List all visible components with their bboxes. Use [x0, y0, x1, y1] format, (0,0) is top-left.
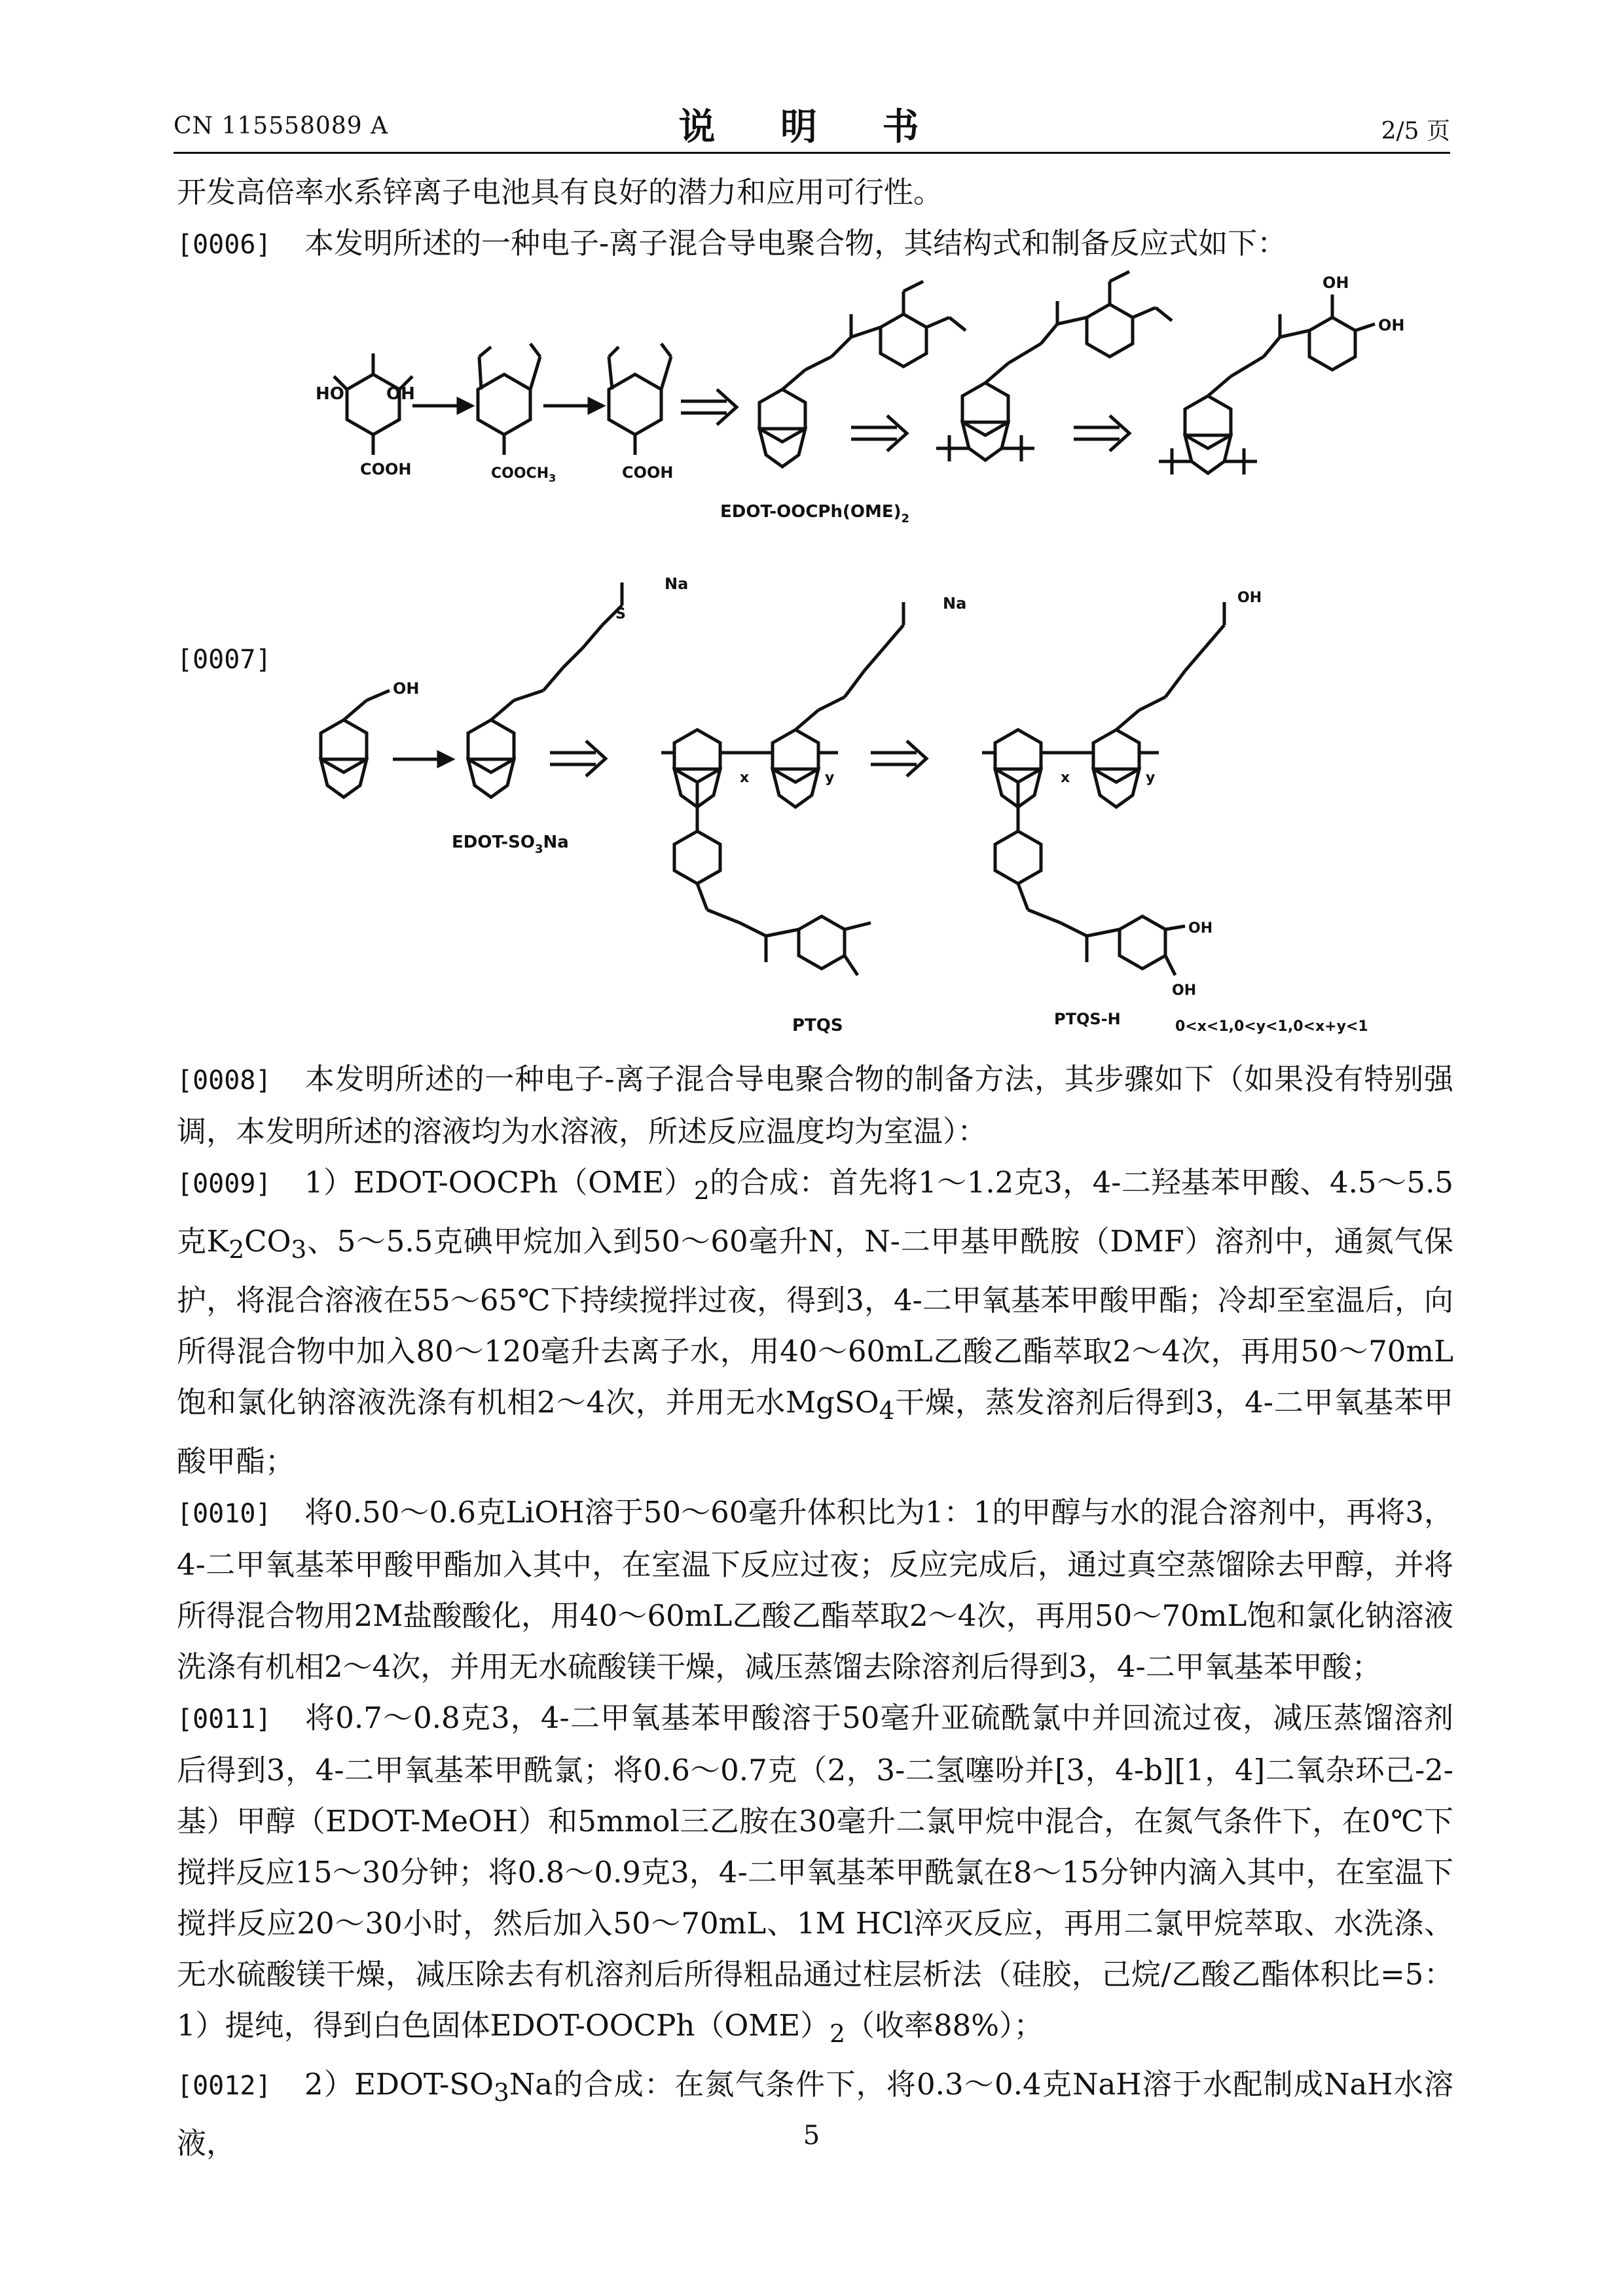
- paragraph-number: [0009]: [177, 1169, 272, 1199]
- double-arrow: [871, 741, 926, 776]
- label-x-2: x: [1061, 770, 1070, 786]
- label-ptqs: PTQS: [792, 1016, 843, 1035]
- benzene-ring: [478, 344, 540, 455]
- copolymer-ptqs-h: [982, 602, 1224, 975]
- subscript: 2: [830, 2019, 846, 2048]
- label-x-1: x: [740, 770, 750, 786]
- paragraph-text: 本发明所述的一种电子-离子混合导电聚合物，其结构式和制备反应式如下：: [304, 226, 1287, 260]
- paragraph-text: 、5～5.5克碘甲烷加入到50～60毫升N，N-二甲基甲酰胺（DMF）溶剂中，通氮气保护，将混合溶液在55～65℃下持续搅拌过夜，得到3，4-二甲氧基苯甲酸甲酯；冷却至室温后，向所得混合物中加入80～120毫升去离子水，用40～60mL乙酸乙酯萃取2～4次，再用50～70mL饱和氯化钠溶液洗涤有机相2～4次，并用无水MgSO: [177, 1224, 1453, 1420]
- polymer-pedot-ome: [936, 272, 1172, 461]
- polymer-pedot-catechol: [1159, 295, 1375, 475]
- label-edot-oocph: [720, 502, 909, 526]
- copolymer-ptqs: [661, 602, 903, 975]
- benzene-ring: [334, 353, 412, 455]
- paragraph-text: 将0.50～0.6克LiOH溶于50～60毫升体积比为1：1的甲醇与水的混合溶剂中，再将3，4-二甲氧基苯甲酸甲酯加入其中，在室温下反应过夜；反应完成后，通过真空蒸馏除去甲醇，并将所得混合物用2M盐酸酸化，用40～60mL乙酸乙酯萃取2～4次，再用50～70mL饱和氯化钠溶液洗涤有机相2～4次，并用无水硫酸镁干燥，减压蒸馏去除溶剂后得到3，4-二甲氧基苯甲酸；: [177, 1495, 1453, 1684]
- label-oh: OH: [386, 384, 415, 404]
- label-ptqs-h: PTQS-H: [1054, 1010, 1121, 1028]
- double-arrow: [851, 416, 907, 451]
- paragraph-text: Na的合成：在氮气条件下，将0.3～0.4克NaH溶于水配制成NaH水溶液，: [177, 2067, 1453, 2161]
- label-oh-top: OH: [1237, 590, 1262, 606]
- subscript: 3: [291, 1235, 307, 1264]
- intro-block: [177, 167, 1453, 270]
- label-oh-d: OH: [1172, 982, 1197, 999]
- paragraph-0012: [177, 2059, 1453, 2169]
- subscript: 2: [228, 1235, 245, 1264]
- label-edot-oocph-main: EDOT-OOCPh(OME): [720, 502, 902, 522]
- page-indicator: 2/5 页: [1381, 118, 1450, 145]
- paragraph-text: CO: [244, 1224, 291, 1259]
- paragraph-text: 1）EDOT-OOCPh（OME）: [304, 1165, 694, 1200]
- reaction-scheme-2: [295, 556, 1473, 1054]
- label-edot-oocph-sub: 2: [901, 512, 910, 526]
- continuation-text: 开发高倍率水系锌离子电池具有良好的潜力和应用可行性。: [177, 175, 943, 209]
- double-arrow: [550, 741, 606, 776]
- patent-number: CN 115558089 A: [173, 113, 389, 139]
- edot-meoh: [321, 691, 390, 797]
- paragraph-0011: [177, 1693, 1453, 2059]
- label-na-1: Na: [665, 575, 689, 593]
- subscript: 3: [494, 2078, 509, 2107]
- double-arrow: [1074, 416, 1129, 451]
- paragraph-text: 干燥，蒸发溶剂后得到3，4-二甲氧基苯甲酸甲酯；: [177, 1385, 1453, 1479]
- label-so3: S: [615, 606, 626, 622]
- page-number: 5: [803, 2121, 820, 2151]
- paragraph-number: [0006]: [177, 230, 272, 260]
- double-arrow: [681, 389, 737, 425]
- subscript: 4: [879, 1396, 895, 1425]
- paragraph-text: （收率88%）；: [845, 2008, 1044, 2043]
- label-cooch3: [491, 465, 556, 484]
- benzene-ring: [609, 344, 671, 455]
- label-oh-a: OH: [1322, 274, 1349, 292]
- label-cooh: COOH: [360, 460, 412, 478]
- paragraph-number-0007: [0007]: [177, 645, 272, 675]
- page-header: [173, 98, 1450, 151]
- paragraph-text: 将0.7～0.8克3，4-二甲氧基苯甲酸溶于50毫升亚硫酰氯中并回流过夜，减压蒸馏溶剂后得到3，4-二甲氧基苯甲酰氯；将0.6～0.7克（2，3-二氢噻吩并[3，4-b][1，4]二氧杂环己-2-基）甲醇（EDOT-MeOH）和5mmol三乙胺在30毫升二氯甲烷中混合，在氮气条件下，在0℃下搅拌反应15～30分钟；将0.8～0.9克3，4-二甲氧基苯甲酰氯在8～15分钟内滴入其中，在室温下搅拌反应20～30小时，然后加入50～70mL、1M HCl淬灭反应，再用二氯甲烷萃取、水洗涤、无水硫酸镁干燥，减压除去有机溶剂后所得粗品通过柱层析法（硅胶，己烷/乙酸乙酯体积比=5：1）提纯，得到白色固体EDOT-OOCPh（OME）: [177, 1700, 1453, 2043]
- paragraph-text: 2）EDOT-SO: [304, 2067, 494, 2102]
- paragraph-number: [0008]: [177, 1066, 272, 1096]
- paragraph-0008: [177, 1054, 1453, 1157]
- label-edot-so3na-end: Na: [543, 833, 569, 852]
- label-oh-edot: OH: [393, 679, 420, 698]
- label-edot-so3na: [452, 833, 569, 856]
- label-cooch3-sub: 3: [549, 472, 556, 484]
- paragraph-number: [0011]: [177, 1704, 272, 1734]
- paragraph-text: 本发明所述的一种电子-离子混合导电聚合物的制备方法，其步骤如下（如果没有特别强调，本发明所述的溶液均为水溶液，所述反应温度均为室温）：: [177, 1062, 1453, 1149]
- paragraph-number: [0010]: [177, 1499, 272, 1529]
- paragraph-text: 的合成：首先将1～1.2克3，4-二羟基苯甲酸、4.5～5.5克K: [177, 1165, 1454, 1259]
- paragraph-number: [0012]: [177, 2071, 272, 2101]
- label-oh-b: OH: [1378, 316, 1405, 334]
- label-ho: HO: [316, 384, 344, 404]
- body-text: [177, 1054, 1453, 2169]
- label-y-2: y: [1146, 770, 1156, 786]
- document-title: 说 明 书: [678, 105, 945, 149]
- label-y-1: y: [825, 770, 835, 786]
- label-na-2: Na: [943, 594, 967, 613]
- label-edot-so3na-sub: 3: [534, 842, 543, 856]
- label-oh-c: OH: [1188, 920, 1213, 937]
- subscript: 2: [693, 1176, 710, 1205]
- label-condition: 0<x<1,0<y<1,0<x+y<1: [1175, 1018, 1368, 1035]
- label-cooch3-main: COOCH: [491, 465, 549, 482]
- label-edot-so3na-main: EDOT-SO: [452, 833, 535, 852]
- header-rule: [173, 152, 1450, 154]
- paragraph-0009: [177, 1157, 1453, 1487]
- paragraph-0010: [177, 1487, 1453, 1693]
- label-cooh-2: COOH: [622, 463, 674, 482]
- reaction-scheme-1: [295, 259, 1473, 547]
